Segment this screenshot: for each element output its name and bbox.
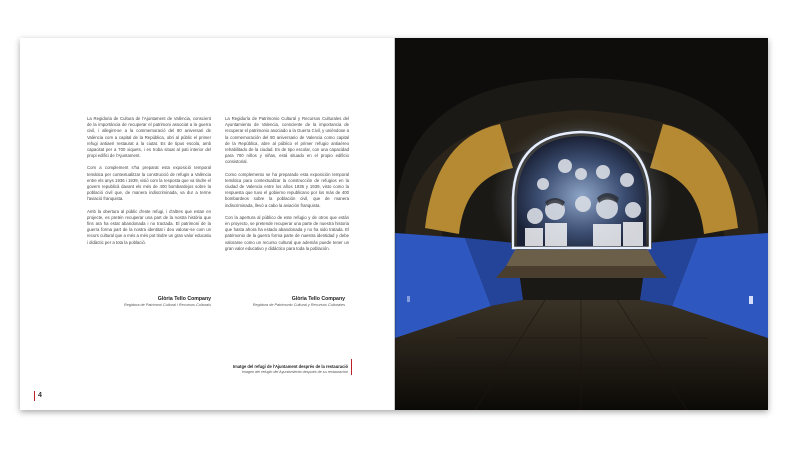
- paragraph: La Regidoria de Cultura de l'Ajuntament de València, conscient de la importància de recuperar el patrimoni associat a la guerra civil, i allegint-se a la commemoració del 80 aniversari de València com a capital de la República, obri al públic el primer refugi antiaeri restaurat a la ciutat. Es de tipus escola, amb capacitat per a 700 xiquets, i es troba situat al pati interior del propi edifici de l'Ajuntament.: [87, 116, 211, 159]
- signature-name: Glòria Tello Company: [291, 296, 345, 302]
- photo-caption: [200, 364, 348, 375]
- tunnel-photo: [395, 38, 768, 410]
- paragraph: Con la apertura al público de este refugio y de otros que están en proyecto, se pretende recuperar una parte de nuestra historia que hasta ahora ha estado abandonada y no ha sido tratada. El patrimonio de la guerra forma parte de nuestra identidad y debe valorarse como un recurso cultural que además puede tener un gran valor educativo y didáctico para toda la población.: [225, 214, 349, 251]
- book-gutter-shadow: [394, 38, 397, 410]
- caption-spanish: Imagen del refugio del Ayuntamiento después de su restauración: [241, 370, 348, 374]
- paragraph: La Regiduría de Patrimonio Cultural y Recursos Culturales del Ayuntamiento de Valencia, consciente de la importancia de recuperar el patrimonio asociado a la Guerra Civil, y uniéndose a la conmemoración del 80 aniversario de Valencia como capital de la República, abre al público el primer refugio antiaéreo rehabilitado de la ciudad. Es de tipo escolar, con una capacidad para 700 niños y niñas, está situado en el propio edificio consistorial.: [225, 116, 349, 165]
- signature-catalan: [83, 296, 211, 308]
- signature-role: Regidora de Patrimoni Cultural i Recursos Culturals: [124, 303, 211, 307]
- left-page: [20, 38, 395, 410]
- page-number-accent-bar: [34, 391, 35, 401]
- signature-name: Glòria Tello Company: [157, 296, 211, 302]
- paragraph: Amb la obertura al públic d'este refugi, i d'altres que estan en projecte, es pretén recuperar una part de la nostra història que fins ara ha estat abandonada i no tractada. El patrimoni de la guerra forma part de la nostra identitat i deu valorar-se com un recurs cultural que a més a més pot tindre un gran valor educatiu i didàctic per a tota la població.: [87, 208, 211, 245]
- text-column-catalan: [87, 116, 211, 252]
- page-number: 4: [38, 392, 42, 399]
- signature-spanish: [217, 296, 345, 308]
- caption-catalan: Imatge del refugi de l'Ajuntament després de la restauració: [233, 364, 348, 369]
- paragraph: Como complemento se ha preparado esta exposición temporal temática para contextualizar la construcción de refugios en la ciudad de Valencia entre los años 1936 y 1939, visto como la respuesta que tuvo el gobierno republicano por los más de 400 bombardeos sobre la población civil, que de manera indiscriminada, llevó a cabo la aviación franquista.: [225, 171, 349, 208]
- right-page-photo: [395, 38, 768, 410]
- paragraph: Com a complement s'ha preparat esta exposició temporal temàtica per contextualitzar la construcció de refugis a València entre els anys 1936 i 1939, visió com la resposta que va tindre el govern republicà davant els més de 400 bombardejos sobre la població civil que, de manera indiscriminada, va dur a terme l'aviació franquista.: [87, 165, 211, 202]
- signature-role: Regidora de Patrimonio Cultural y Recursos Culturales: [252, 303, 345, 307]
- book-spread: [20, 38, 768, 410]
- text-column-spanish: [225, 116, 349, 258]
- caption-accent-bar: [351, 359, 352, 375]
